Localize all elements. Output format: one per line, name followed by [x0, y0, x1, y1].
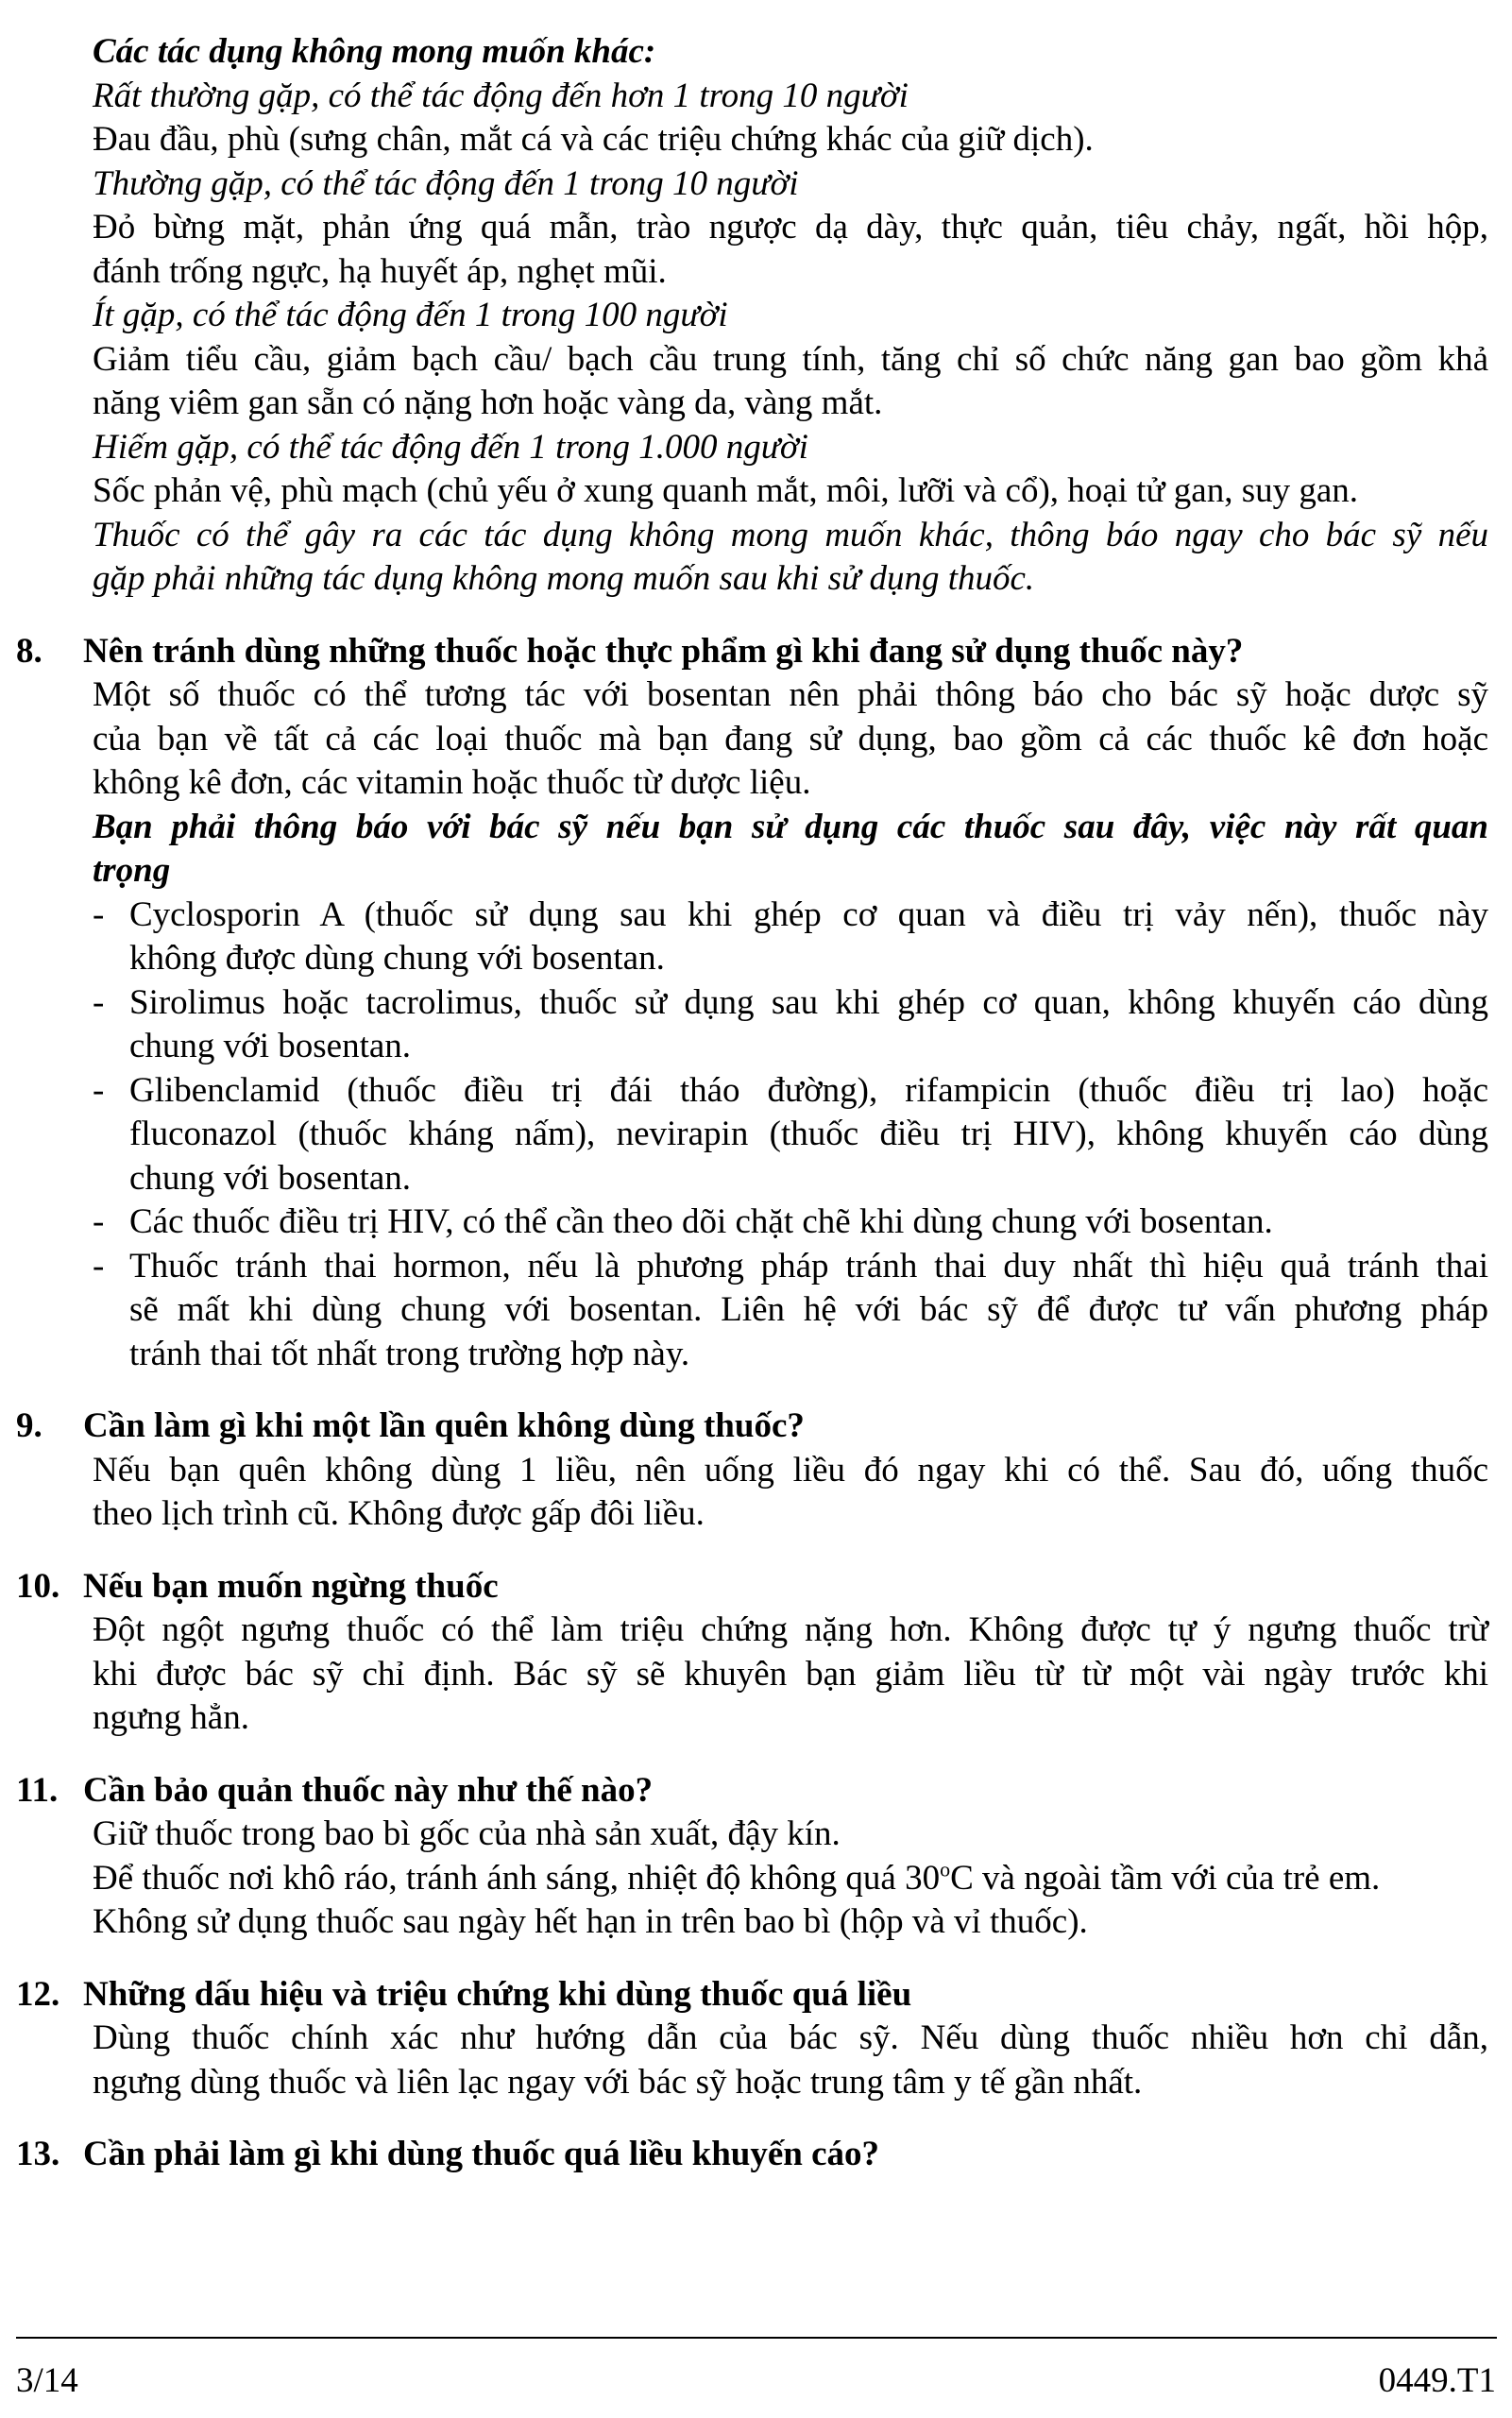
- storage-text-part: C và ngoài tầm với của trẻ em.: [950, 1859, 1381, 1898]
- uncommon-label: Ít gặp, có thể tác động đến 1 trong 100 người: [93, 296, 728, 334]
- interaction-item-line: chung với bosentan.: [129, 1027, 412, 1065]
- storage-text-part: Để thuốc nơi khô ráo, tránh ánh sáng, nhiệt độ không quá 30: [93, 1859, 941, 1898]
- list-bullet: -: [93, 1071, 105, 1110]
- interaction-item-line: Sirolimus hoặc tacrolimus, thuốc sử dụng sau khi ghép cơ quan, không khuyến cáo dùng: [129, 983, 1488, 1022]
- section-12-number: 12.: [16, 1975, 60, 2014]
- interaction-item-line: không được dùng chung với bosentan.: [129, 939, 665, 978]
- section-13-number: 13.: [16, 2135, 60, 2173]
- section-11-title: Cần bảo quản thuốc này như thế nào?: [83, 1771, 654, 1810]
- section-11-number: 11.: [16, 1771, 59, 1810]
- footer-page-number: 3/14: [16, 2361, 78, 2400]
- very-common-label: Rất thường gặp, có thể tác động đến hơn 1 trong 10 người: [93, 77, 909, 115]
- section-9-text-line: theo lịch trình cũ. Không được gấp đôi liều.: [93, 1494, 705, 1533]
- footer-document-code: 0449.T1: [1378, 2361, 1496, 2400]
- section-10-text-line: khi được bác sỹ chỉ định. Bác sỹ sẽ khuyên bạn giảm liều từ từ một vài ngày trước khi: [93, 1655, 1488, 1694]
- rare-label: Hiếm gặp, có thể tác động đến 1 trong 1.000 người: [93, 428, 808, 467]
- very-common-text: Đau đầu, phù (sưng chân, mắt cá và các triệu chứng khác của giữ dịch).: [93, 120, 1094, 159]
- section-11-text-line: Giữ thuốc trong bao bì gốc của nhà sản xuất, đậy kín.: [93, 1814, 841, 1853]
- common-text-line: đánh trống ngực, hạ huyết áp, nghẹt mũi.: [93, 252, 667, 291]
- interaction-item-line: Glibenclamid (thuốc điều trị đái tháo đường), rifampicin (thuốc điều trị lao) hoặc: [129, 1071, 1488, 1110]
- section-8-intro-line: không kê đơn, các vitamin hoặc thuốc từ dược liệu.: [93, 763, 811, 802]
- footer-divider: [16, 2337, 1497, 2339]
- interaction-item-line: sẽ mất khi dùng chung với bosentan. Liên hệ với bác sỹ để được tư vấn phương pháp: [129, 1290, 1488, 1329]
- list-bullet: -: [93, 895, 105, 934]
- section-8-title: Nên tránh dùng những thuốc hoặc thực phẩm gì khi đang sử dụng thuốc này?: [83, 632, 1244, 671]
- rare-text: Sốc phản vệ, phù mạch (chủ yếu ở xung quanh mắt, môi, lưỡi và cổ), hoại tử gan, suy gan.: [93, 471, 1359, 510]
- interaction-item-line: chung với bosentan.: [129, 1159, 412, 1198]
- uncommon-text-line: Giảm tiểu cầu, giảm bạch cầu/ bạch cầu trung tính, tăng chỉ số chức năng gan bao gồm khả: [93, 340, 1488, 379]
- section-10-number: 10.: [16, 1567, 60, 1606]
- section-8-intro-line: của bạn về tất cả các loại thuốc mà bạn đang sử dụng, bao gồm cả các thuốc kê đơn hoặc: [93, 720, 1488, 758]
- section-8-warning-line: Bạn phải thông báo với bác sỹ nếu bạn sử dụng các thuốc sau đây, việc này rất quan: [93, 808, 1488, 846]
- list-bullet: -: [93, 983, 105, 1022]
- section-8-warning-line: trọng: [93, 851, 171, 890]
- common-text-line: Đỏ bừng mặt, phản ứng quá mẫn, trào ngược dạ dày, thực quản, tiêu chảy, ngất, hồi hộp,: [93, 208, 1488, 247]
- list-bullet: -: [93, 1202, 105, 1241]
- interaction-item-line: fluconazol (thuốc kháng nấm), nevirapin (thuốc điều trị HIV), không khuyến cáo dùng: [129, 1115, 1488, 1153]
- section-10-text-line: Đột ngột ngưng thuốc có thể làm triệu chứng nặng hơn. Không được tự ý ngưng thuốc trừ: [93, 1610, 1488, 1649]
- section-10-title: Nếu bạn muốn ngừng thuốc: [83, 1567, 499, 1606]
- section-11-text-line: Không sử dụng thuốc sau ngày hết hạn in trên bao bì (hộp và vỉ thuốc).: [93, 1902, 1088, 1941]
- side-effects-note-line: gặp phải những tác dụng không mong muốn sau khi sử dụng thuốc.: [93, 559, 1035, 598]
- section-10-text-line: ngưng hẳn.: [93, 1698, 249, 1737]
- side-effects-note-line: Thuốc có thể gây ra các tác dụng không mong muốn khác, thông báo ngay cho bác sỹ nếu: [93, 516, 1488, 554]
- common-label: Thường gặp, có thể tác động đến 1 trong 10 người: [93, 164, 799, 203]
- section-12-text-line: Dùng thuốc chính xác như hướng dẫn của bác sỹ. Nếu dùng thuốc nhiều hơn chỉ dẫn,: [93, 2018, 1488, 2057]
- interaction-item-line: Các thuốc điều trị HIV, có thể cần theo dõi chặt chẽ khi dùng chung với bosentan.: [129, 1202, 1273, 1241]
- section-12-text-line: ngưng dùng thuốc và liên lạc ngay với bác sỹ hoặc trung tâm y tế gần nhất.: [93, 2063, 1143, 2102]
- section-8-intro-line: Một số thuốc có thể tương tác với bosentan nên phải thông báo cho bác sỹ hoặc dược sỹ: [93, 675, 1488, 714]
- interaction-item-line: Thuốc tránh thai hormon, nếu là phương pháp tránh thai duy nhất thì hiệu quả tránh thai: [129, 1247, 1488, 1286]
- interaction-item-line: Cyclosporin A (thuốc sử dụng sau khi ghép cơ quan và điều trị vảy nến), thuốc này: [129, 895, 1488, 934]
- section-9-title: Cần làm gì khi một lần quên không dùng thuốc?: [83, 1406, 805, 1445]
- side-effects-heading: Các tác dụng không mong muốn khác:: [93, 32, 656, 71]
- section-13-title: Cần phải làm gì khi dùng thuốc quá liều khuyến cáo?: [83, 2135, 880, 2173]
- section-11-text-line: [93, 1857, 1380, 1900]
- uncommon-text-line: năng viêm gan sẵn có nặng hơn hoặc vàng da, vàng mắt.: [93, 383, 883, 422]
- interaction-item-line: tránh thai tốt nhất trong trường hợp này.: [129, 1335, 690, 1373]
- degree-superscript: o: [940, 1857, 951, 1882]
- section-9-text-line: Nếu bạn quên không dùng 1 liều, nên uống liều đó ngay khi có thể. Sau đó, uống thuốc: [93, 1451, 1488, 1490]
- list-bullet: -: [93, 1247, 105, 1286]
- section-8-number: 8.: [16, 632, 42, 671]
- section-9-number: 9.: [16, 1406, 42, 1445]
- section-12-title: Những dấu hiệu và triệu chứng khi dùng thuốc quá liều: [83, 1975, 912, 2014]
